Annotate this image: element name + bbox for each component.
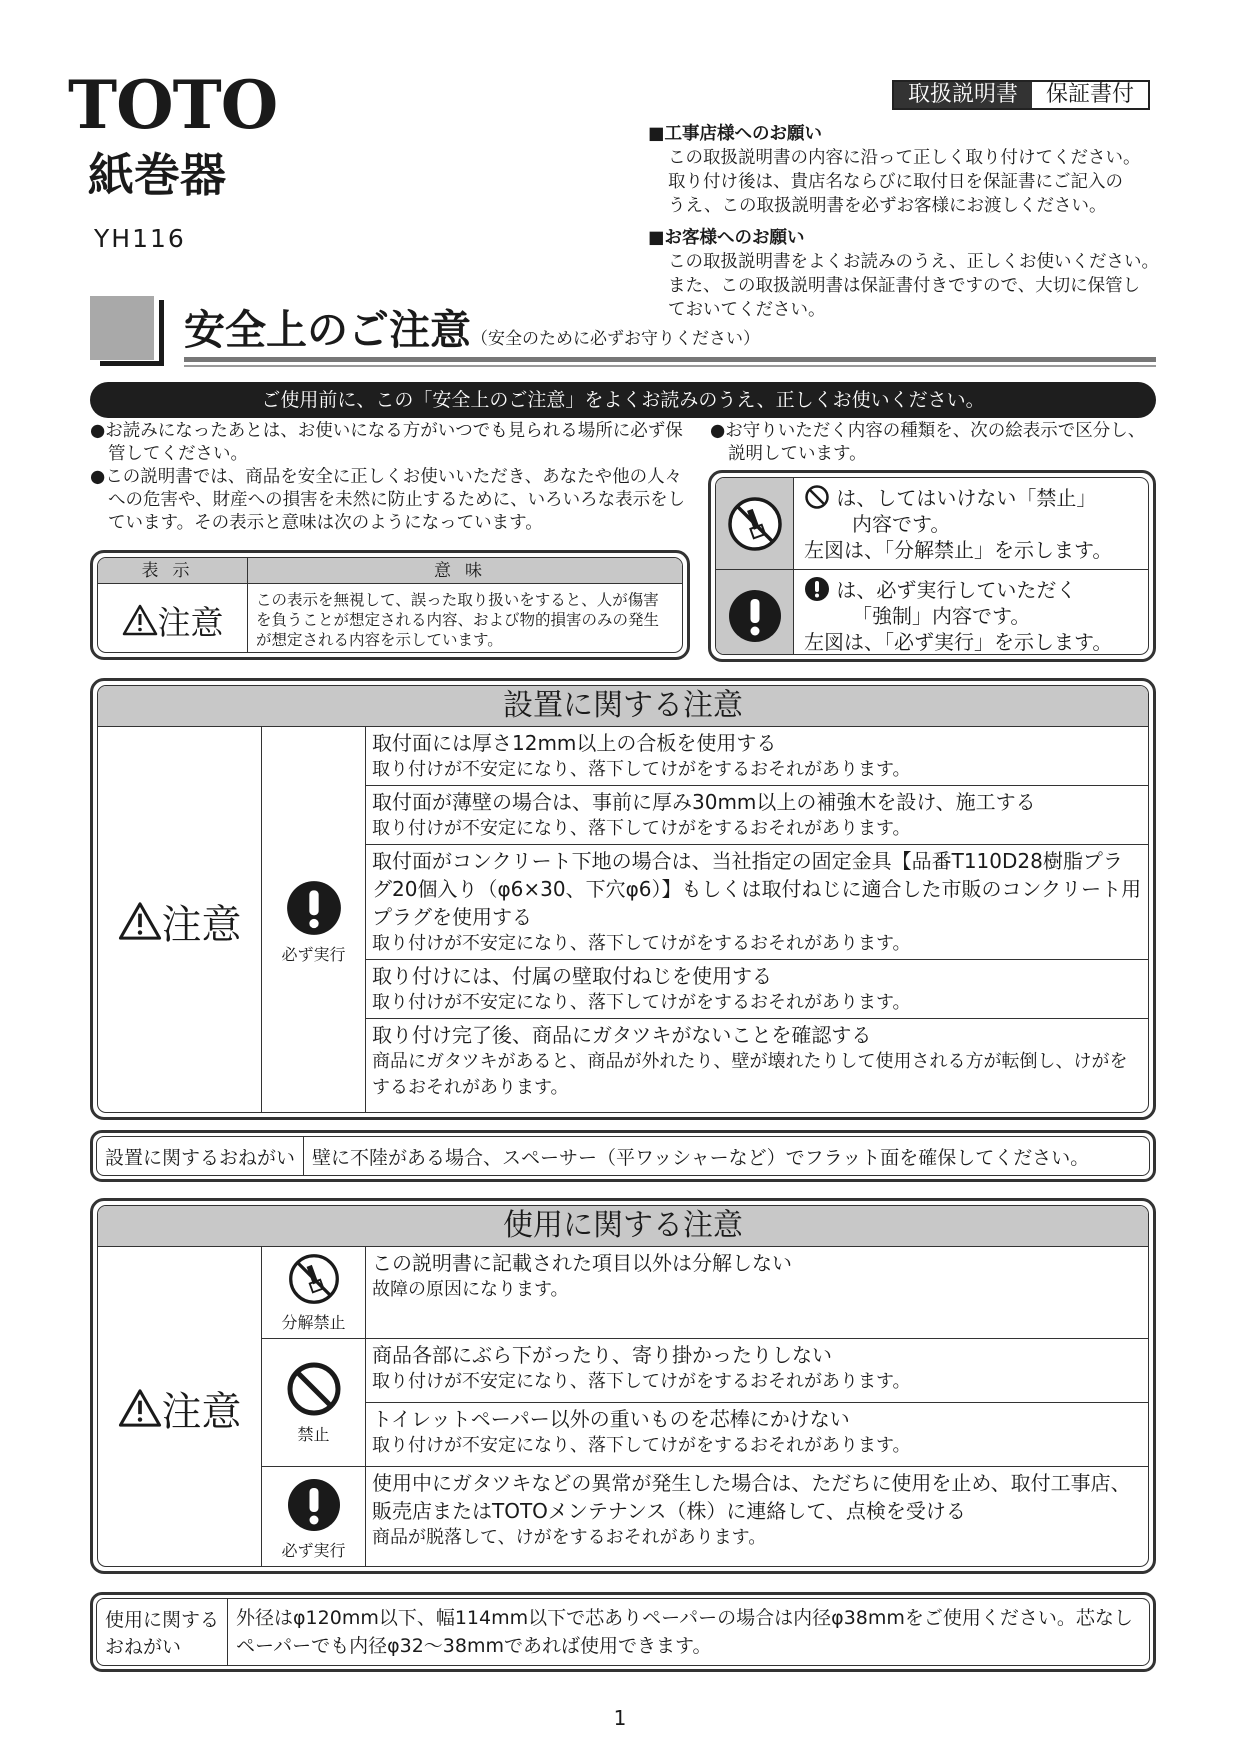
customer-line: また、この取扱説明書は保証書付きですので、大切に保管し [668, 276, 1141, 296]
col-display-header: 表示 [98, 558, 248, 584]
caution-label-cell [98, 727, 262, 1113]
row-heading: この説明書に記載された項目以外は分解しない [372, 1251, 792, 1275]
safety-subtitle: （安全のために必ずお守りください） [471, 329, 760, 349]
row-heading: 取り付けには、付属の壁取付ねじを使用する [372, 964, 772, 988]
usage-request-label-2: おねがい [105, 1636, 182, 1658]
mandatory-text-3: 左図は、「必ず実行」を示します。 [804, 630, 1113, 654]
contractor-text [648, 146, 1188, 218]
mandatory-icon-cell [262, 727, 366, 1113]
row-detail: 取り付けが不安定になり、落下してけがをするおそれがあります。 [372, 1371, 911, 1392]
requests-notes [648, 122, 1188, 330]
warning-triangle-icon [118, 1387, 162, 1429]
symbol-intro [710, 420, 1150, 466]
mandatory-action-icon [285, 1476, 343, 1534]
warranty-tag: 保証書付 [1046, 82, 1135, 107]
page-number: 1 [613, 1706, 627, 1730]
prohibit-icon-cell [262, 1339, 366, 1467]
caution-label-cell [98, 584, 248, 653]
row-detail: 故障の原因になります。 [372, 1279, 569, 1300]
prohibit-text-3: 左図は、「分解禁止」を示します。 [804, 538, 1113, 562]
row-detail: 取り付けが不安定になり、落下してけがをするおそれがあります。 [372, 759, 911, 780]
disassembly-icon-cell [262, 1247, 366, 1339]
row-heading: 商品各部にぶら下がったり、寄り掛かったりしない [372, 1343, 832, 1367]
prohibit-text-1: は、してはいけない「禁止」 [836, 486, 1097, 510]
prohibit-text-2: 内容です。 [852, 512, 951, 536]
caution-label-cell [98, 1247, 262, 1567]
disassembly-prohibited-cell [716, 478, 794, 570]
usage-caution-title: 使用に関する注意 [98, 1206, 1148, 1247]
document-tags [892, 80, 1150, 110]
customer-heading: ■お客様へのお願い [648, 228, 805, 248]
caution-row [366, 845, 1148, 960]
row-detail: 取り付けが不安定になり、落下してけがをするおそれがあります。 [372, 992, 911, 1013]
mandatory-icon-cell [262, 1467, 366, 1567]
mandatory-explanation [794, 570, 1148, 655]
row-detail: 取り付けが不安定になり、落下してけがをするおそれがあります。 [372, 933, 911, 954]
customer-line: ておいてください。 [668, 300, 826, 320]
col-meaning-header: 意味 [248, 558, 682, 584]
model-number: YH116 [94, 224, 186, 253]
warning-triangle-icon [118, 900, 162, 942]
usage-caution-table [90, 1198, 1156, 1574]
safety-title [184, 306, 760, 354]
prohibit-explanation [794, 478, 1148, 570]
mandatory-caption: 必ず実行 [281, 1540, 346, 1560]
usage-request-text: 外径はφ120mm以下、幅114mm以下で芯ありペーパーの場合は内径φ38mmをご使用ください。芯なしペーパーでも内径φ32～38mmであれば使用できます。 [236, 1607, 1133, 1657]
mandatory-text-2: 「強制」内容です。 [852, 604, 1031, 628]
mandatory-action-icon [284, 878, 344, 938]
mandatory-action-icon [726, 587, 784, 645]
caution-label: 注意 [157, 602, 224, 642]
no-disassembly-icon [726, 495, 784, 553]
read-before-use-banner: ご使用前に、この「安全上のご注意」をよくお読みのうえ、正しくお使いください。 [90, 382, 1156, 418]
caution-row [366, 786, 1148, 845]
caution-row [366, 1403, 1148, 1467]
mandatory-small-icon [804, 576, 830, 602]
prohibit-caption: 禁止 [297, 1425, 330, 1444]
row-detail: 取り付けが不安定になり、落下してけがをするおそれがあります。 [372, 818, 911, 839]
caution-row [366, 960, 1148, 1019]
safety-title-text: 安全上のご注意 [184, 306, 471, 354]
prohibit-icon [804, 484, 830, 510]
mandatory-text-1: は、必ず実行していただく [836, 578, 1077, 602]
contractor-heading: ■工事店様へのお願い [648, 124, 823, 144]
installation-request-text: 壁に不陸がある場合、スペーサー（平ワッシャーなど）でフラット面を確保してください。 [312, 1146, 1090, 1169]
intro-bullets [90, 420, 694, 535]
row-heading: 使用中にガタツキなどの異常が発生した場合は、ただちに使用を止め、取付工事店、販売店またはTOTOメンテナンス（株）に連絡して、点検を受ける [372, 1471, 1131, 1523]
installation-rows [366, 727, 1148, 1113]
row-heading: 取付面が薄壁の場合は、事前に厚み30mm以上の補強木を設け、施工する [372, 790, 1036, 814]
caution-row [366, 1019, 1148, 1103]
title-underline [184, 357, 1156, 362]
no-disassembly-icon [287, 1252, 341, 1306]
display-meaning-table [90, 550, 690, 660]
brand-logo: TOTO [68, 66, 278, 144]
intro-bullet: ●この説明書では、商品を安全に正しくお使いいただき、あなたや他の人々への危害や、財産への損害を未然に防止するために、いろいろな表示をしています。その表示と意味は次のようになっています。 [90, 467, 686, 533]
row-heading: 取付面がコンクリート下地の場合は、当社指定の固定金具【品番T110D28樹脂プラグ20個入り（φ6×30、下穴φ6）】もしくは取付ねじに適合した市販のコンクリート用プラグを使用する [372, 849, 1142, 929]
caution-row [366, 727, 1148, 786]
installation-request [90, 1130, 1156, 1182]
section-marker-frame [100, 300, 164, 366]
prohibit-icon [285, 1360, 343, 1418]
installation-request-label: 設置に関するおねがい [97, 1137, 304, 1175]
row-heading: 取り付け完了後、商品にガタツキがないことを確認する [372, 1023, 872, 1047]
contractor-line: この取扱説明書の内容に沿って正しく取り付けてください。 [668, 148, 1141, 168]
caution-row [366, 1339, 1148, 1403]
caution-row [366, 1467, 1148, 1567]
row-heading: 取付面には厚さ12mm以上の合板を使用する [372, 731, 777, 755]
contractor-line: 取り付け後は、貴店名ならびに取付日を保証書にご記入の [668, 172, 1123, 192]
customer-line: この取扱説明書をよくお読みのうえ、正しくお使いください。 [668, 252, 1160, 272]
caution-meaning: この表示を無視して、誤った取り扱いをすると、人が傷害を負うことが想定される内容、および物的損害のみの発生が想定される内容を示しています。 [256, 591, 660, 649]
manual-tag: 取扱説明書 [894, 82, 1032, 108]
mandatory-cell [716, 570, 794, 655]
installation-caution-table [90, 678, 1156, 1120]
symbol-intro-bullet: ●お守りいただく内容の種類を、次の絵表示で区分し、説明しています。 [710, 421, 1146, 464]
contractor-line: うえ、この取扱説明書を必ずお客様にお渡しください。 [668, 196, 1107, 216]
installation-caution-title: 設置に関する注意 [98, 686, 1148, 727]
caution-label: 注意 [161, 1388, 242, 1435]
row-heading: トイレットペーパー以外の重いものを芯棒にかけない [372, 1407, 850, 1431]
usage-request [90, 1592, 1156, 1672]
mandatory-caption: 必ず実行 [281, 944, 346, 964]
row-detail: 取り付けが不安定になり、落下してけがをするおそれがあります。 [372, 1435, 911, 1456]
product-name: 紙巻器 [88, 148, 226, 202]
disassembly-caption: 分解禁止 [281, 1313, 346, 1332]
warning-triangle-icon [122, 603, 158, 637]
row-detail: 商品が脱落して、けがをするおそれがあります。 [372, 1527, 767, 1548]
caution-label: 注意 [161, 901, 242, 948]
intro-bullet: ●お読みになったあとは、お使いになる方がいつでも見られる場所に必ず保管してください。 [90, 421, 683, 464]
title-underline-thin [184, 365, 1156, 367]
row-detail: 商品にガタツキがあると、商品が外れたり、壁が壊れたりして使用される方が転倒し、けがをするおそれがあります。 [372, 1051, 1128, 1098]
usage-request-label-1: 使用に関する [105, 1609, 220, 1631]
caution-row [366, 1247, 1148, 1339]
symbol-legend [708, 470, 1156, 662]
usage-request-label [97, 1599, 228, 1665]
